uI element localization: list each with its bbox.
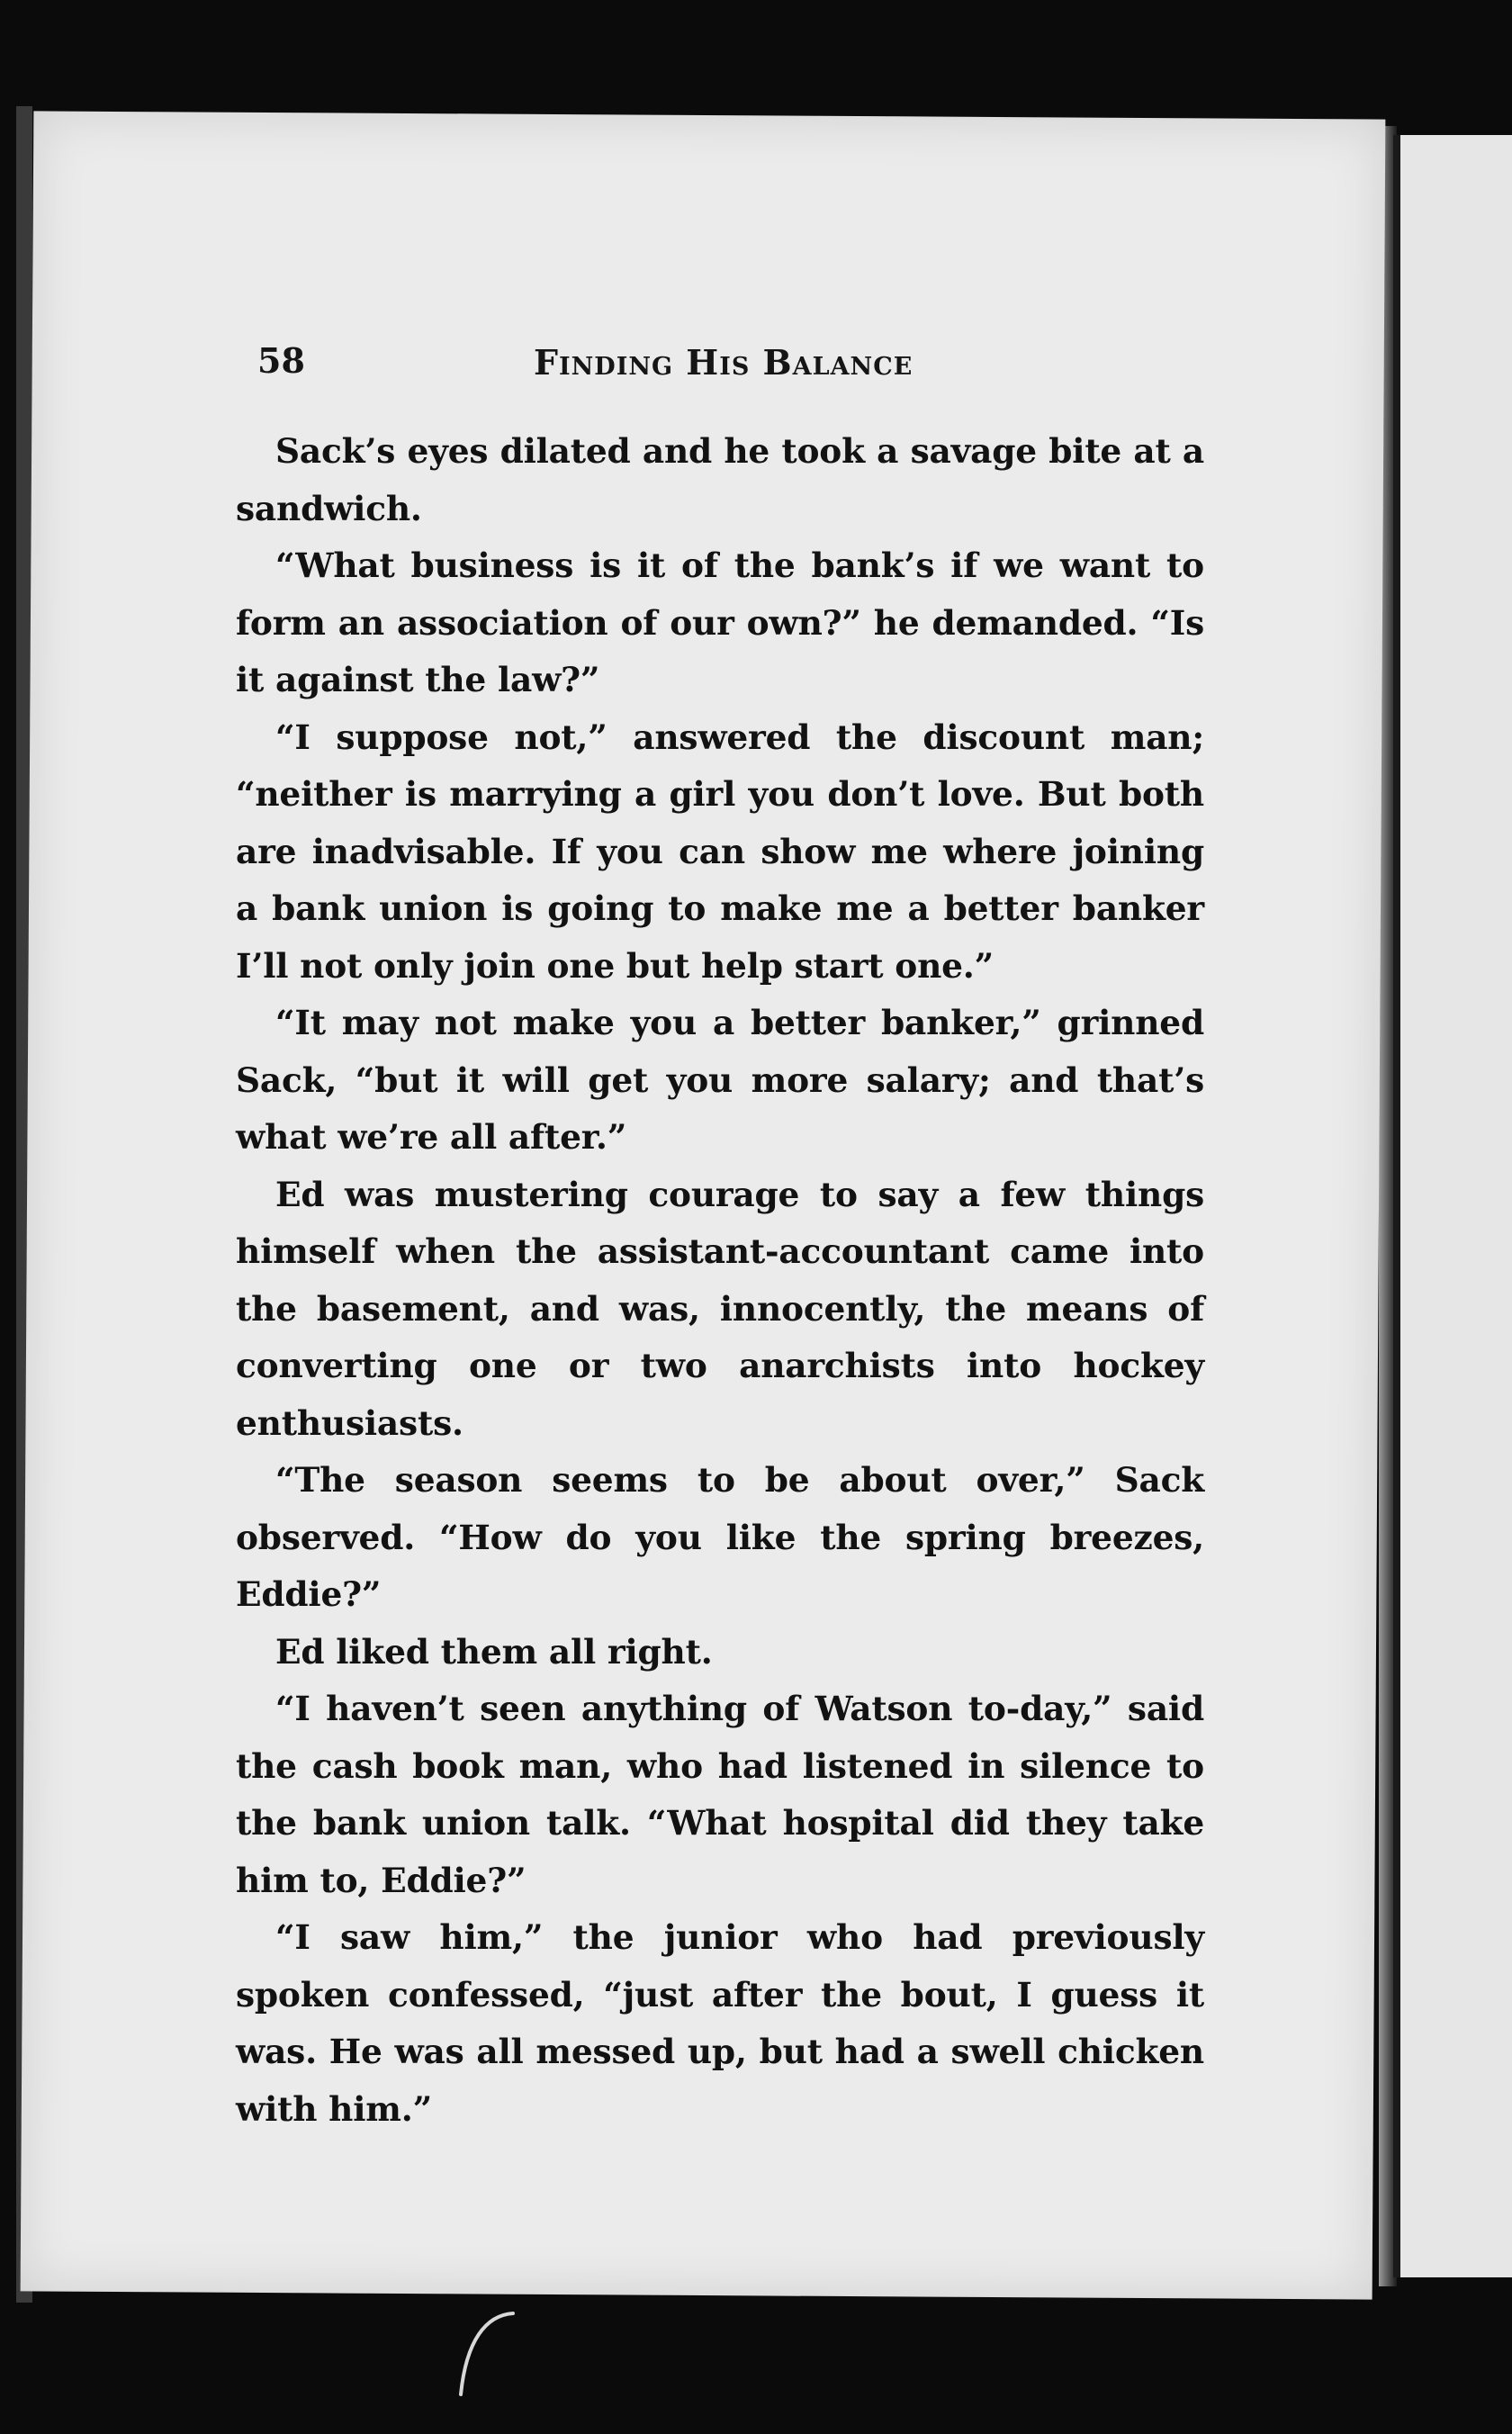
paragraph-6: “The season seems to be about over,” Sack observed. “How do you like the spring breezes, Eddie?” — [236, 1460, 1204, 1614]
page-header — [232, 340, 1222, 403]
paragraph-9: “I saw him,” the junior who had previously spoken confessed, “just after the bout, I guess it was. He was all messed up, but had a swell chicken with him.” — [236, 1917, 1204, 2129]
paragraph-3: “I suppose not,” answered the discount man; “neither is marrying a girl you don’t love. But both are inadvisable. If you can show me where joining a bank union is going to make me a better banker I’ll not only join one but help start one.” — [236, 717, 1204, 986]
paragraph-4: “It may not make you a better banker,” grinned Sack, “but it will get you more salary; and that’s what we’re all after.” — [236, 1003, 1204, 1157]
paragraph-5: Ed was mustering courage to say a few things himself when the assistant-accountant came into the basement, and was, innocently, the means of converting one or two anarchists into hockey enthusiasts. — [236, 1174, 1204, 1443]
page-number: 58 — [257, 340, 305, 381]
paragraph-2: “What business is it of the bank’s if we want to form an association of our own?” he demanded. “Is it against the law?” — [236, 545, 1204, 699]
paragraph-7: Ed liked them all right. — [275, 1631, 713, 1672]
running-title: Finding His Balance — [534, 342, 914, 383]
paragraph-8: “I haven’t seen anything of Watson to-day,” said the cash book man, who had listened in silence to the bank union talk. “What hospital did they take him to, Eddie?” — [236, 1689, 1204, 1900]
paragraph-1: Sack’s eyes dilated and he took a savage bite at a sandwich. — [236, 431, 1204, 528]
next-page-edge — [1393, 135, 1512, 2277]
page-body — [236, 423, 1204, 2138]
stray-pen-mark — [450, 2304, 522, 2403]
